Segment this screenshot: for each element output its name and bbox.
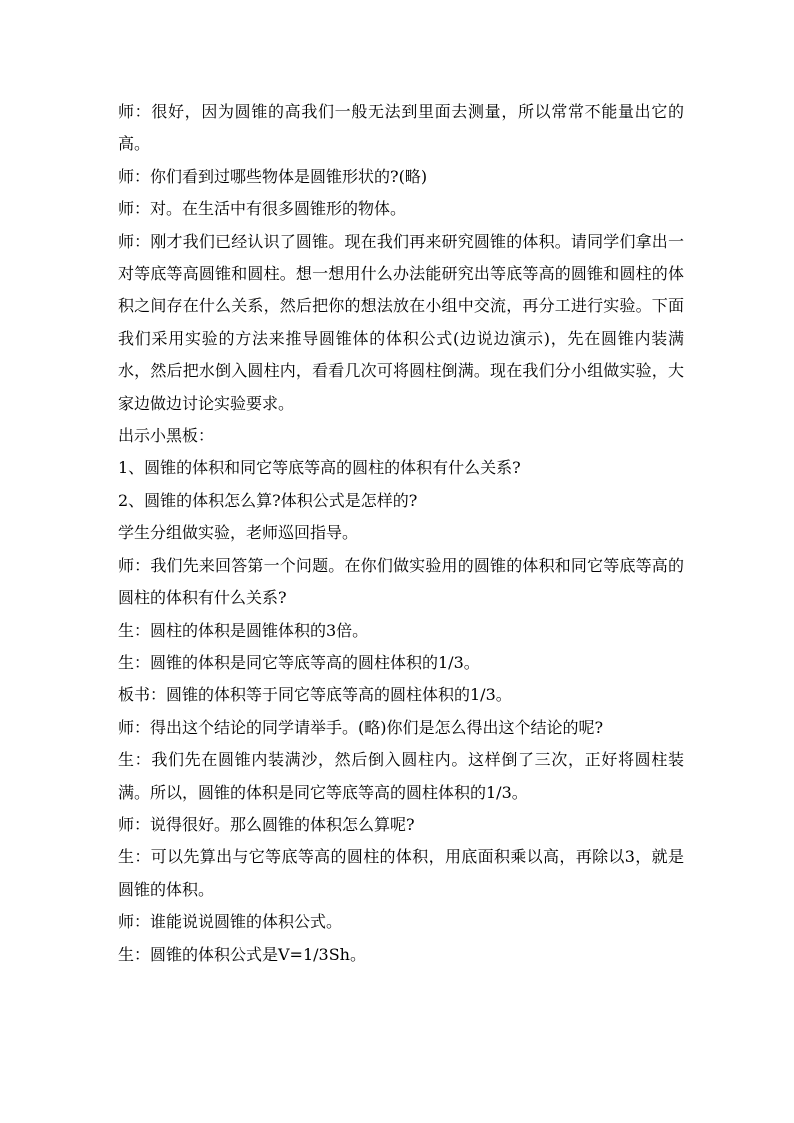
paragraph: 出示小黑板： [118,426,215,446]
paragraph: 师：对。在生活中有很多圆锥形的物体。 [118,199,407,219]
paragraph: 生：圆柱的体积是圆锥体积的3倍。 [118,620,369,640]
paragraph: 1、圆锥的体积和同它等底等高的圆柱的体积有什么关系? [118,458,521,478]
paragraph: 生：圆锥的体积公式是V=1/3Sh。 [118,944,366,964]
paragraph: 师：说得很好。那么圆锥的体积怎么算呢? [118,814,415,834]
paragraph: 学生分组做实验，老师巡回指导。 [118,523,359,543]
document-body [118,96,684,971]
paragraph: 板书：圆锥的体积等于同它等底等高的圆柱体积的1/3。 [118,685,512,705]
paragraph: 师：很好，因为圆锥的高我们一般无法到里面去测量，所以常常不能量出它的高。 [118,102,684,154]
paragraph: 师：刚才我们已经认识了圆锥。现在我们再来研究圆锥的体积。请同学们拿出一对等底等高圆锥和圆柱。想一想用什么办法能研究出等底等高的圆锥和圆柱的体积之间存在什么关系，然后把你的想法放在小组中交流，再分工进行实验。下面我们采用实验的方法来推导圆锥体的体积公式(边说边演示)，先在圆锥内装满水，然后把水倒入圆柱内，看看几次可将圆柱倒满。现在我们分小组做实验，大家边做边讨论实验要求。 [118,231,684,413]
paragraph: 2、圆锥的体积怎么算?体积公式是怎样的? [118,490,418,510]
paragraph: 师：谁能说说圆锥的体积公式。 [118,912,343,932]
paragraph: 师：得出这个结论的同学请举手。(略)你们是怎么得出这个结论的呢? [118,717,604,737]
paragraph: 师：你们看到过哪些物体是圆锥形状的?(略) [118,166,428,186]
paragraph: 生：我们先在圆锥内装满沙，然后倒入圆柱内。这样倒了三次，正好将圆柱装满。所以，圆锥的体积是同它等底等高的圆柱体积的1/3。 [118,750,684,802]
paragraph: 师：我们先来回答第一个问题。在你们做实验用的圆锥的体积和同它等底等高的圆柱的体积有什么关系? [118,555,684,608]
paragraph: 生：圆锥的体积是同它等底等高的圆柱体积的1/3。 [118,652,480,672]
paragraph: 生：可以先算出与它等底等高的圆柱的体积，用底面积乘以高，再除以3，就是圆锥的体积。 [118,847,684,899]
